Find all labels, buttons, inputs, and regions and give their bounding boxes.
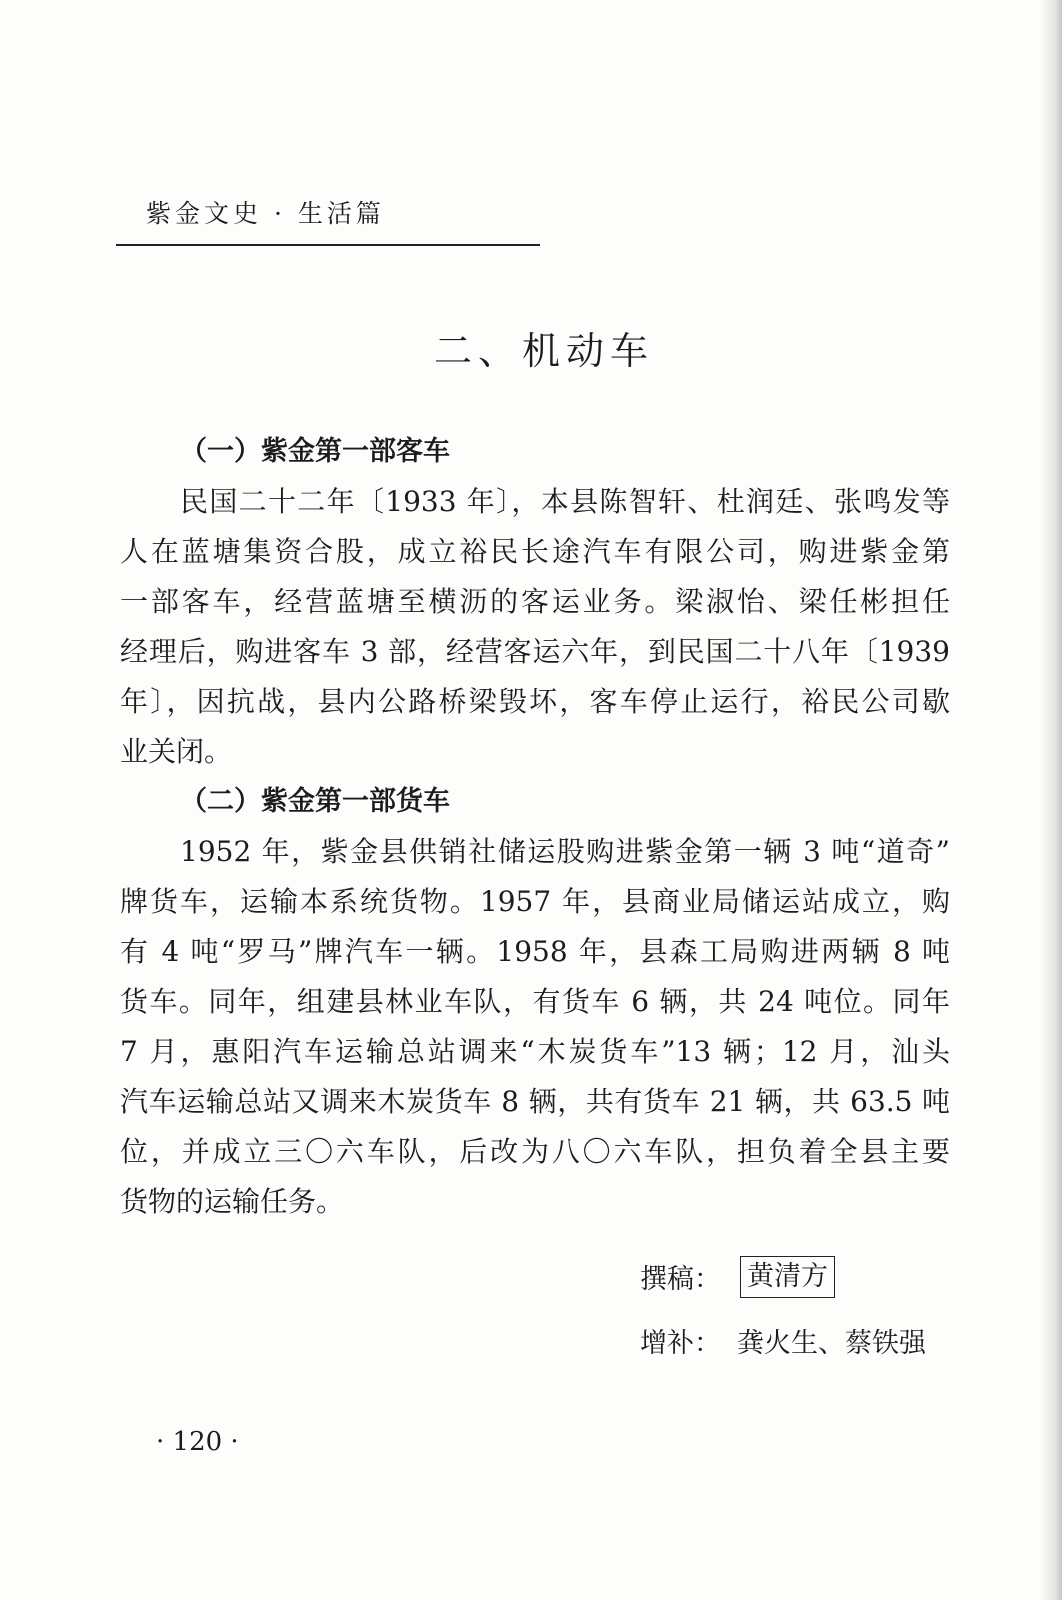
paragraph-line: 货车。同年，组建县林业车队，有货车 6 辆，共 24 吨位。同年 (120, 985, 950, 1018)
header-rule (116, 244, 540, 246)
paragraph-line: 有 4 吨“罗马”牌汽车一辆。1958 年，县森工局购进两辆 8 吨 (120, 935, 950, 968)
paragraph-line: 业关闭。 (120, 735, 233, 768)
paragraph-line: 年〕，因抗战，县内公路桥梁毁坏，客车停止运行，裕民公司歇 (120, 685, 950, 718)
paragraph-line: 一部客车，经营蓝塘至横沥的客运业务。梁淑怡、梁任彬担任 (120, 585, 950, 618)
paragraph-line: 1952 年，紫金县供销社储运股购进紫金第一辆 3 吨“道奇” (180, 835, 950, 868)
paragraph-line: 经理后，购进客车 3 部，经营客运六年，到民国二十八年〔1939 (120, 635, 950, 668)
paragraph-line: 位，并成立三〇六车队，后改为八〇六车队，担负着全县主要 (120, 1135, 950, 1168)
paragraph-line: 汽车运输总站又调来木炭货车 8 辆，共有货车 21 辆，共 63.5 吨 (120, 1085, 950, 1118)
running-head: 紫金文史 · 生活篇 (146, 199, 385, 228)
section-title: 二、机动车 (434, 329, 655, 373)
subsection-heading: （一）紫金第一部客车 (180, 436, 450, 467)
supplement-label: 增补： (640, 1328, 721, 1359)
paragraph-line: 牌货车，运输本系统货物。1957 年，县商业局储运站成立，购 (120, 885, 950, 918)
page-number: · 120 · (156, 1427, 239, 1457)
paragraph-line: 货物的运输任务。 (120, 1185, 345, 1218)
subsection-heading: （二）紫金第一部货车 (180, 786, 450, 817)
author-label: 撰稿： (640, 1264, 721, 1295)
paragraph-line: 人在蓝塘集资合股，成立裕民长途汽车有限公司，购进紫金第 (120, 535, 950, 568)
page-edge-shadow (1040, 0, 1062, 1600)
author-name-box: 黄清方 (740, 1256, 835, 1298)
paragraph-line: 民国二十二年〔1933 年〕，本县陈智轩、杜润廷、张鸣发等 (180, 485, 950, 518)
paragraph-line: 7 月，惠阳汽车运输总站调来“木炭货车”13 辆；12 月，汕头 (120, 1035, 950, 1068)
supplement-names: 龚火生、蔡铁强 (737, 1328, 926, 1359)
